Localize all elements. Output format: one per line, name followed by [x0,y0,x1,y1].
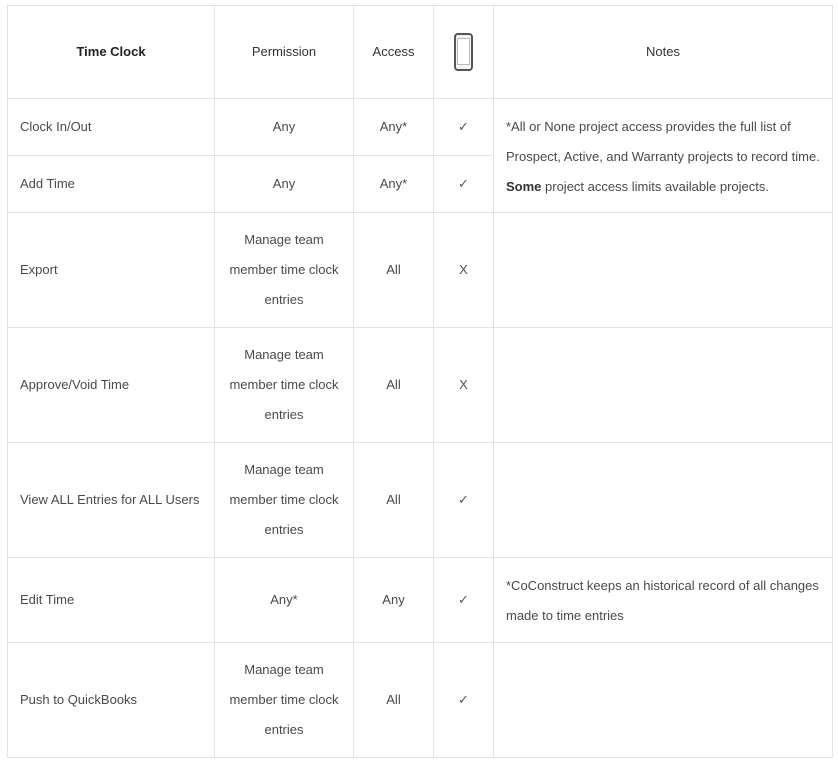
mobile-phone-icon [454,33,473,71]
permission-cell: Manage team member time clock entries [215,213,354,328]
header-mobile [434,6,494,99]
table-row [8,213,833,328]
feature-cell: Export [8,213,215,328]
notes-cell [494,443,833,558]
notes-cell-project-access [494,99,833,213]
header-permission: Permission [215,6,354,99]
notes-cell [494,213,833,328]
header-row [8,6,833,99]
mobile-cell: ✓ [434,558,494,643]
access-cell: Any [354,558,434,643]
table-row [8,558,833,643]
feature-cell: Add Time [8,156,215,213]
feature-cell: View ALL Entries for ALL Users [8,443,215,558]
access-cell: All [354,213,434,328]
permission-cell: Manage team member time clock entries [215,643,354,758]
time-clock-permissions-table-wrapper [7,5,833,758]
header-notes: Notes [494,6,833,99]
access-cell: All [354,443,434,558]
feature-cell: Approve/Void Time [8,328,215,443]
notes-cell-edit-time: *CoConstruct keeps an historical record of all changes made to time entries [494,558,833,643]
notes-cell [494,328,833,443]
access-cell: Any* [354,156,434,213]
table-row [8,643,833,758]
header-time-clock: Time Clock [8,6,215,99]
note-text: *All or None project access provides the full list of Prospect, Active, and Warranty projects to record time. [506,119,820,164]
permission-cell: Manage team member time clock entries [215,443,354,558]
mobile-cell: ✓ [434,99,494,156]
notes-cell [494,643,833,758]
note-text-end: project access limits available projects. [541,179,769,194]
time-clock-permissions-table [7,5,833,758]
mobile-cell: ✓ [434,643,494,758]
permission-cell: Any [215,156,354,213]
mobile-cell: ✓ [434,443,494,558]
table-row [8,328,833,443]
note-bold-text: Some [506,179,542,194]
access-cell: All [354,643,434,758]
permission-cell: Manage team member time clock entries [215,328,354,443]
table-row [8,99,833,156]
feature-cell: Push to QuickBooks [8,643,215,758]
feature-cell: Clock In/Out [8,99,215,156]
access-cell: Any* [354,99,434,156]
permission-cell: Any [215,99,354,156]
mobile-cell: ✓ [434,156,494,213]
mobile-cell: X [434,328,494,443]
mobile-cell: X [434,213,494,328]
header-access: Access [354,6,434,99]
access-cell: All [354,328,434,443]
table-row [8,443,833,558]
permission-cell: Any* [215,558,354,643]
feature-cell: Edit Time [8,558,215,643]
